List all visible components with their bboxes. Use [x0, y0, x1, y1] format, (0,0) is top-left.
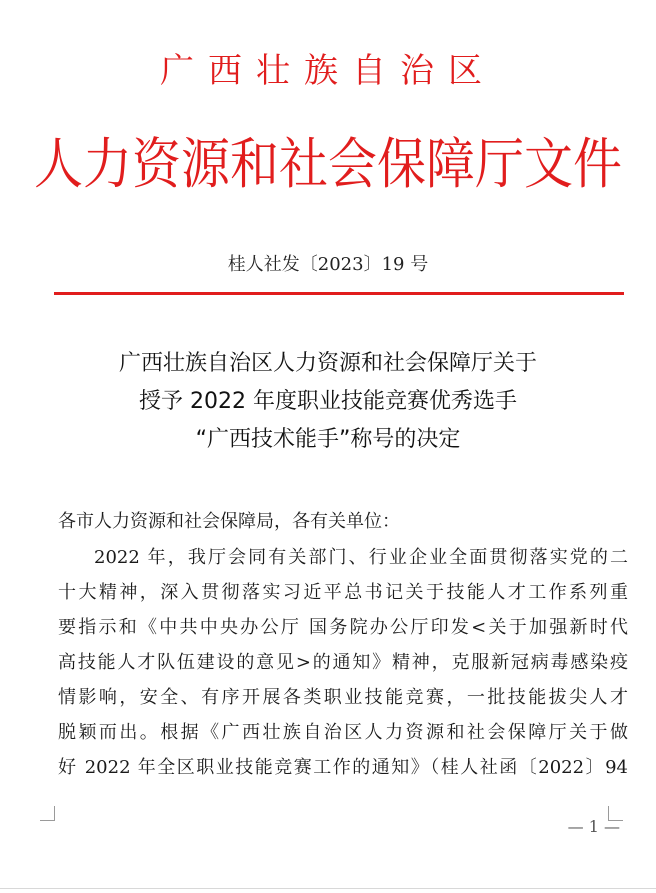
issuer-name: 广西壮族自治区 — [160, 51, 496, 91]
title-line: 授予 2022 年度职业技能竞赛优秀选手 — [139, 389, 517, 414]
margin-corner-mark-left — [40, 806, 55, 821]
document-header-title: 人力资源和社会保障厅文件 — [33, 132, 622, 197]
red-divider-line — [54, 292, 624, 295]
page-number: — 1 — — [567, 817, 620, 836]
body-line: 情影响，安全、有序开展各类职业技能竞赛，一批技能拔尖人才 — [58, 687, 628, 708]
body-line: 2022 年，我厅会同有关部门、行业企业全面贯彻落实党的二 — [94, 547, 628, 568]
body-line: 要指示和《中共中央办公厅 国务院办公厅印发<关于加强新时代 — [58, 617, 628, 638]
body-line: 好 2022 年全区职业技能竞赛工作的通知》（桂人社函〔2022〕94 — [58, 757, 628, 778]
body-line: 高技能人才队伍建设的意见>的通知》精神，克服新冠病毒感染疫 — [58, 652, 628, 673]
page-bottom-edge — [0, 888, 656, 889]
title-line: “广西技术能手”称号的决定 — [195, 427, 461, 452]
salutation: 各市人力资源和社会保障局，各有关单位： — [58, 511, 400, 532]
document-title — [0, 345, 656, 459]
title-line: 广西壮族自治区人力资源和社会保障厅关于 — [118, 351, 537, 376]
body-line: 脱颖而出。根据《广西壮族自治区人力资源和社会保障厅关于做 — [58, 722, 628, 743]
body-line: 十大精神，深入贯彻落实习近平总书记关于技能人才工作系列重 — [58, 582, 628, 603]
document-number: 桂人社发〔2023〕19 号 — [227, 254, 429, 275]
body-paragraph — [58, 540, 628, 785]
